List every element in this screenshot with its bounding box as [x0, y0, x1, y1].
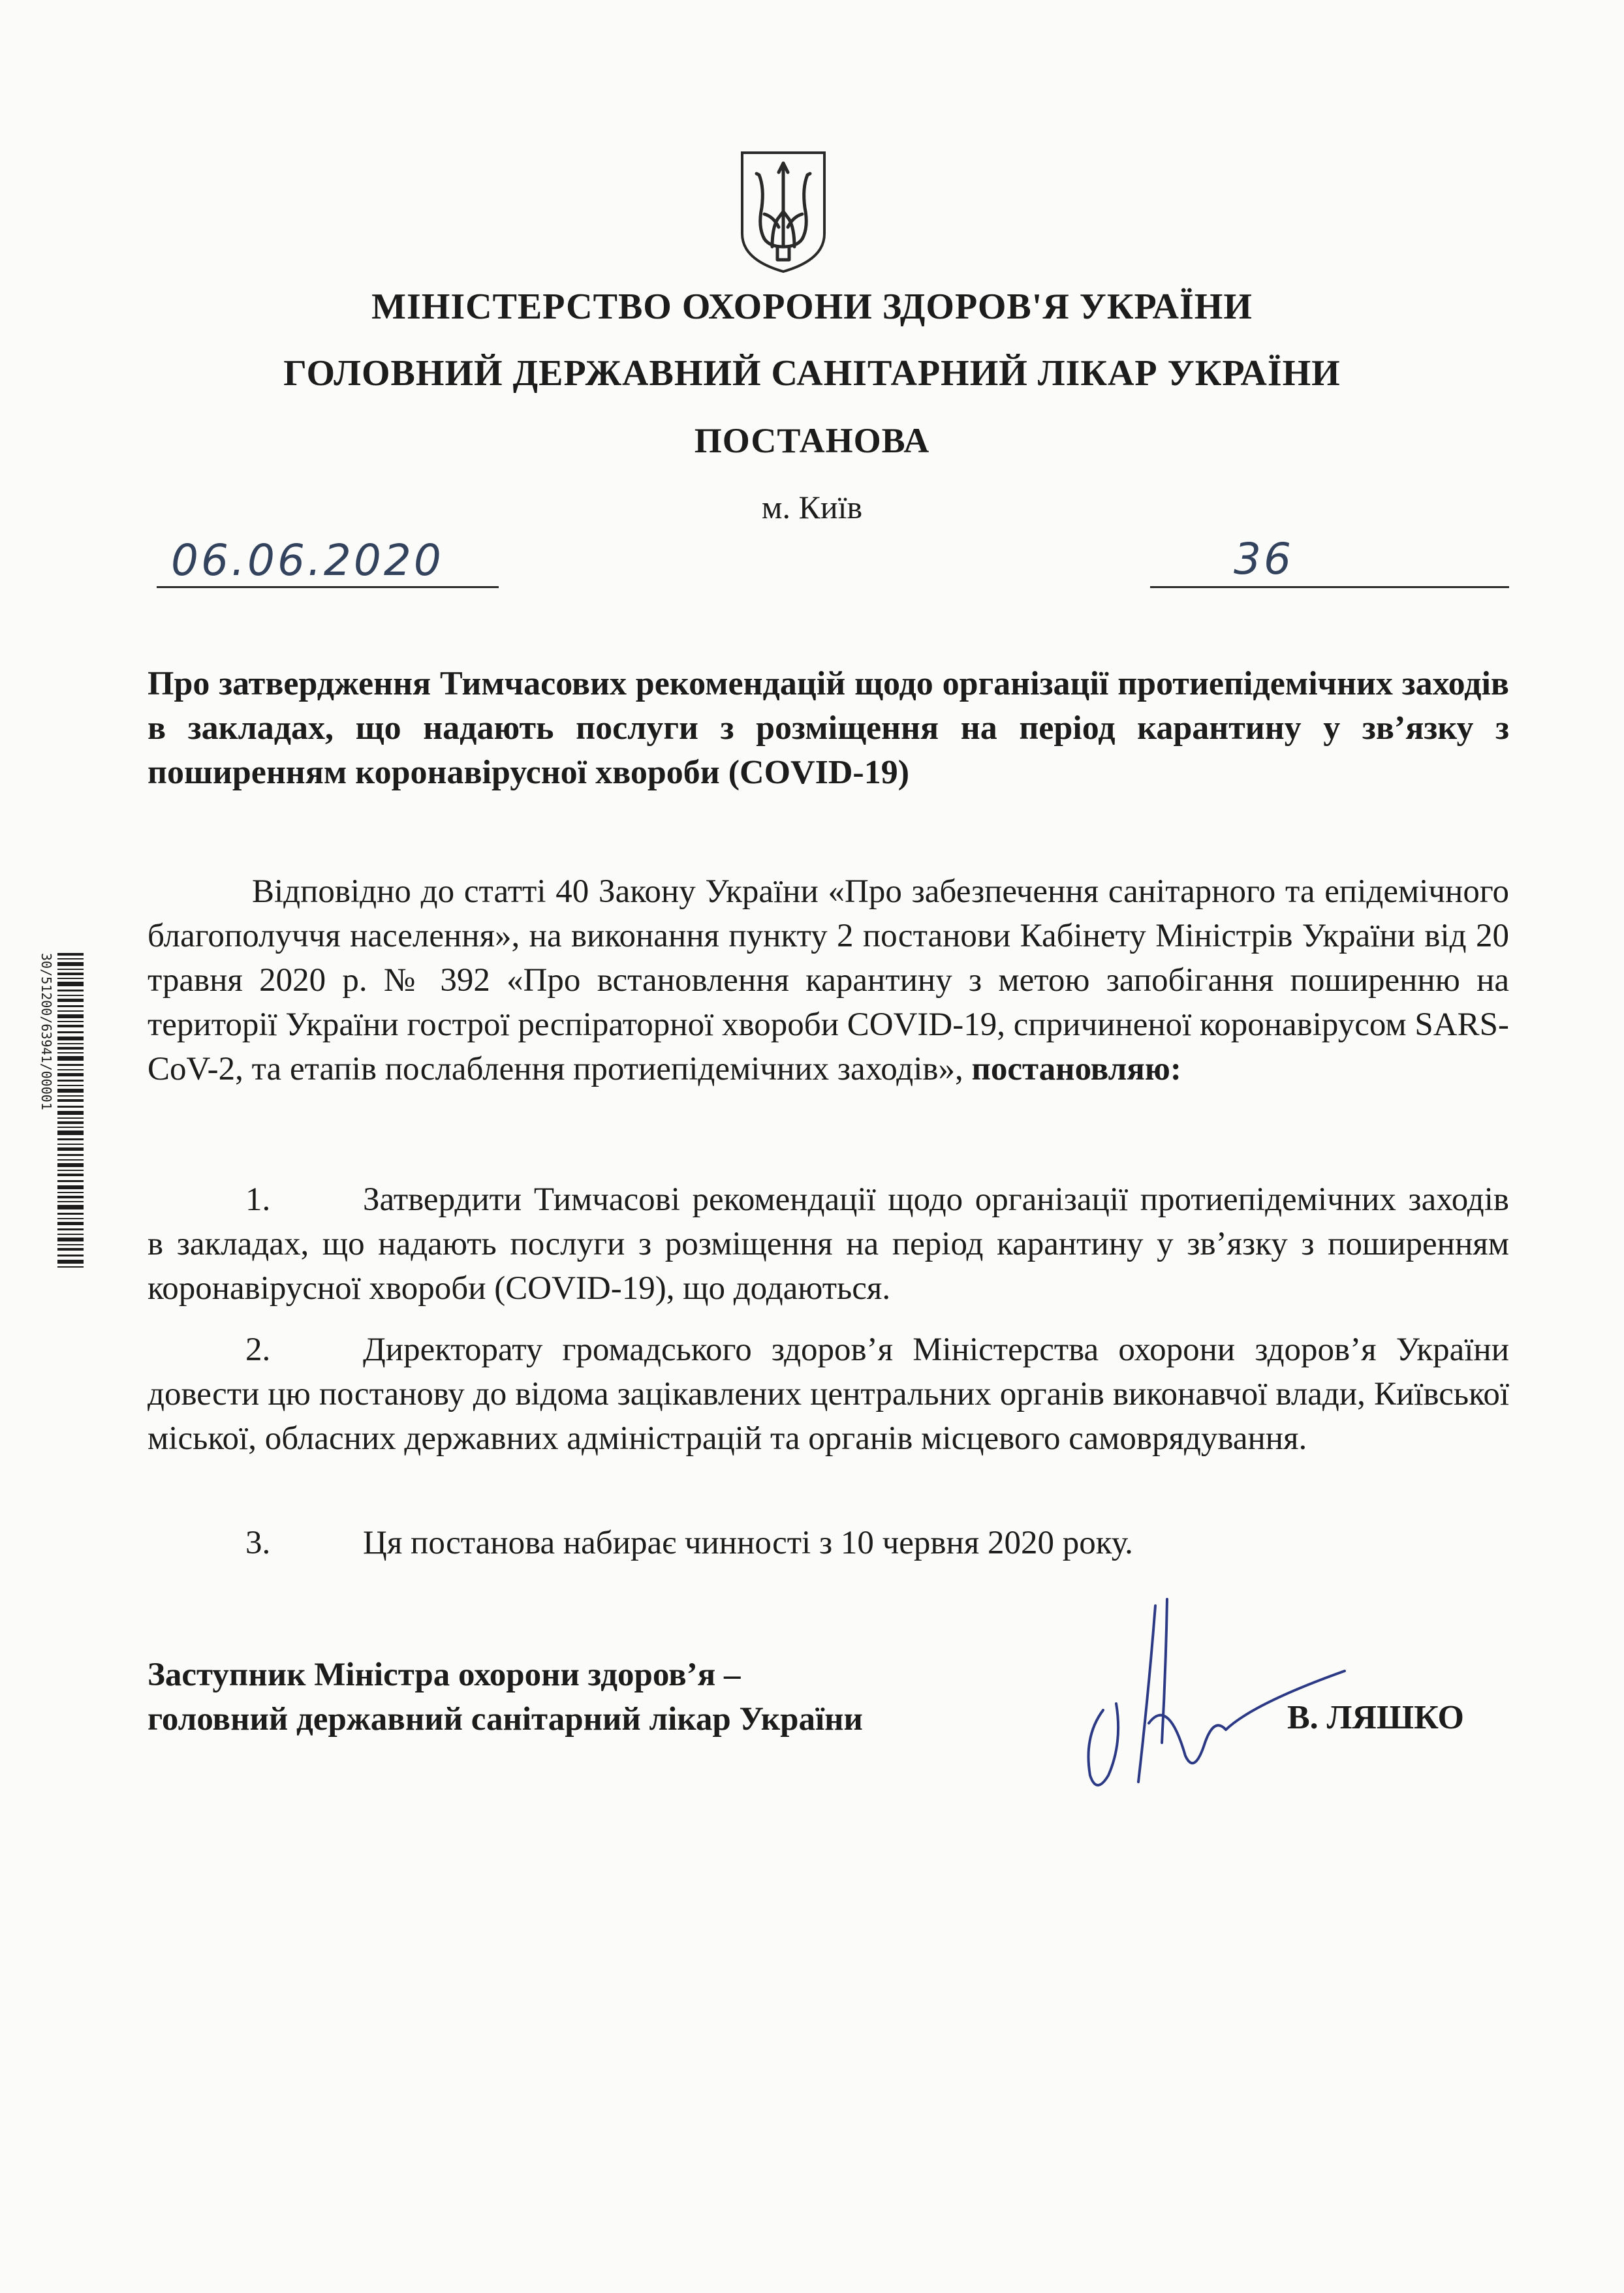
item-text: Затвердити Тимчасові рекомендації щодо організації протиепідемічних заходів в закладах, що надають послуги з розміщення на період карантину у зв’язку з поширенням коронавірусної хвороби (COVID-19), що додаються. [148, 1181, 1509, 1307]
list-item [148, 1328, 1509, 1461]
coat-of-arms-icon [738, 149, 828, 274]
item-number: 3. [245, 1525, 271, 1561]
city-label: м. Київ [761, 489, 863, 525]
handwritten-signature [1057, 1586, 1384, 1808]
preamble-paragraph [148, 869, 1509, 1091]
handwritten-number: 36 [1234, 534, 1294, 584]
date-underline [157, 586, 499, 588]
list-item [148, 1178, 1509, 1311]
signatory-position-line1: Заступник Міністра охорони здоров’я – [148, 1657, 741, 1693]
signatory-position-line2: головний державний санітарний лікар України [148, 1701, 863, 1738]
ministry-heading: МІНІСТЕРСТВО ОХОРОНИ ЗДОРОВ'Я УКРАЇНИ [371, 287, 1253, 327]
item-number: 2. [245, 1332, 271, 1368]
item-number: 1. [245, 1181, 271, 1218]
item-text: Директорату громадського здоров’я Міністерства охорони здоров’я України довести цю постанову до відома зацікавлених центральних органів виконавчої влади, Київської міської, обласних державних адміністрацій та органів місцевого самоврядування. [148, 1332, 1509, 1457]
list-item [148, 1521, 1509, 1565]
preamble-text: Відповідно до статті 40 Закону України «Про забезпечення санітарного та епідемічного благополуччя населення», на виконання пункту 2 постанови Кабінету Міністрів України від 20 травня 2020 р. № 392 «Про встановлення карантину з метою запобігання поширенню на території України гострої респіраторної хвороби COVID-19, спричиненої коронавірусом SARS-CoV-2, та етапів послаблення протиепідемічних заходів», [148, 873, 1509, 1087]
barcode-icon [38, 940, 85, 1292]
resolve-word: постановляю: [971, 1051, 1181, 1087]
item-text: Ця постанова набирає чинності з 10 червня 2020 року. [363, 1525, 1133, 1561]
document-title: Про затвердження Тимчасових рекомендацій щодо організації протиепідемічних заходів в закладах, що надають послуги з розміщення на період карантину у зв’язку з поширенням коронавірусної хвороби (COVID-19) [148, 665, 1509, 791]
signatory-name: В. ЛЯШКО [1287, 1699, 1464, 1736]
document-type-heading: ПОСТАНОВА [694, 421, 930, 460]
number-underline [1150, 586, 1509, 588]
barcode-digits: 30/51200/63941/00001 [39, 953, 54, 1110]
signatory-position [148, 1653, 1061, 1741]
handwritten-date: 06.06.2020 [171, 535, 444, 585]
position-heading: ГОЛОВНИЙ ДЕРЖАВНИЙ САНІТАРНИЙ ЛІКАР УКРАЇНИ [283, 353, 1341, 394]
